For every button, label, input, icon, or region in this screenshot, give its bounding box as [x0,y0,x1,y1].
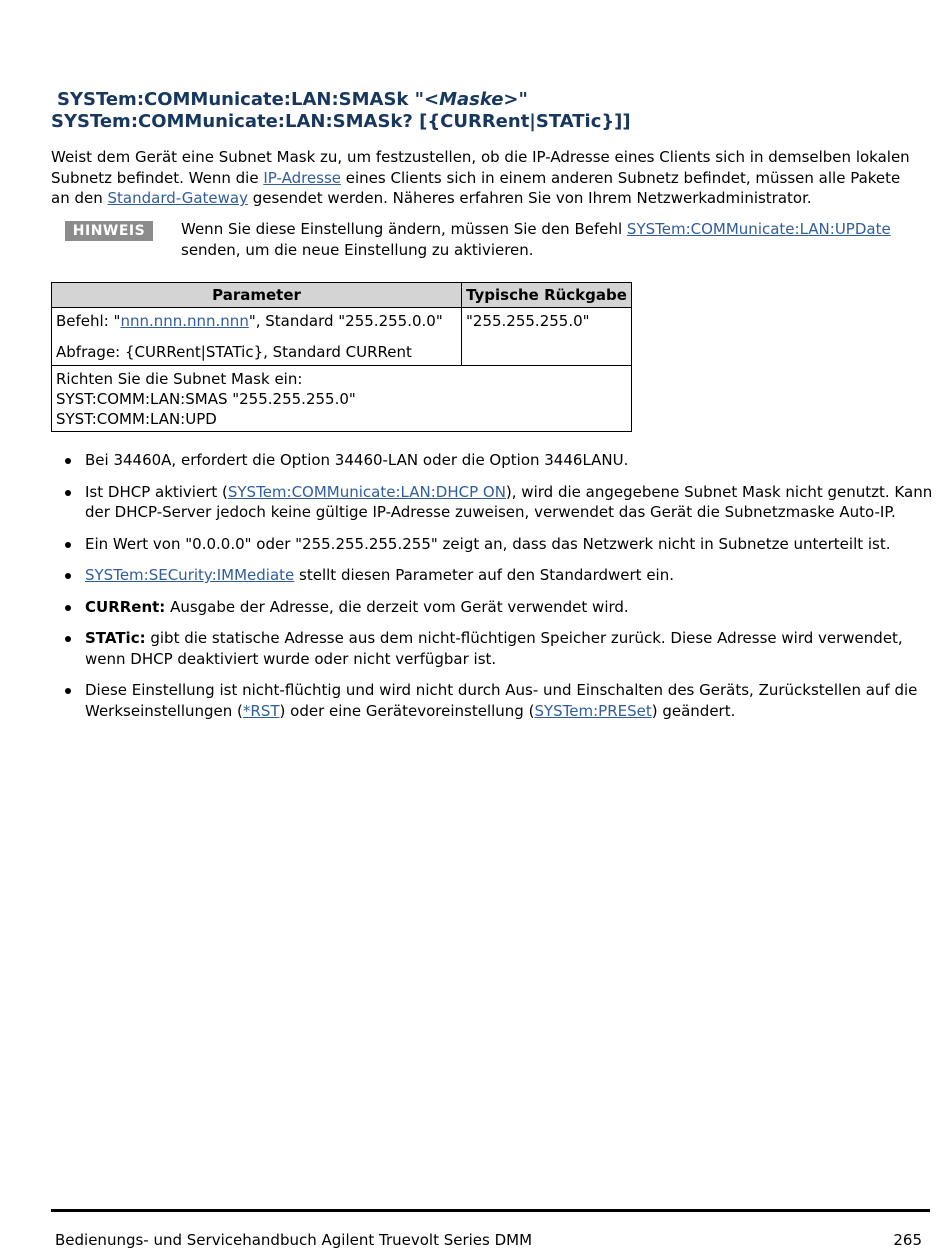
example-cell [52,366,632,432]
remarks-list [51,450,936,732]
bullet-text: Diese Einstellung ist nicht-flüchtig und wird nicht durch Aus- und Einschalten des Geräts, Zurückstellen auf die Werkseinstellungen ( [85,681,918,720]
bullet-text: ), wird die angegebene Subnet Mask nicht genutzt. Kann der DHCP-Server jedoch keine gültige IP-Adresse zuweisen, verwendet das Gerät die Subnetzmaske Auto-IP. [85,482,933,521]
bullet-text: Ausgabe der Adresse, die derzeit vom Gerät verwendet wird. [165,597,629,616]
list-item [51,597,936,618]
example-description: Richten Sie die Subnet Mask ein: [56,370,303,388]
heading-set-command: SYSTem:COMMunicate:LAN:SMASk " [57,89,425,110]
bullet-icon [65,542,71,548]
bullet-icon [65,573,71,579]
bullet-term: STATic: [85,629,146,647]
list-item [51,628,936,669]
security-immediate-link[interactable]: SYSTem:SECurity:IMMediate [85,566,295,584]
intro-paragraph [51,147,921,209]
table-row [52,308,632,366]
parameter-table [51,282,632,432]
bullet-icon [65,688,71,694]
bullet-text: Bei 34460A, erfordert die Option 34460-LAN oder die Option 3446LANU. [85,451,629,469]
header-parameter: Parameter [52,283,462,308]
bullet-text: Ein Wert von "0.0.0.0" oder "255.255.255.255" zeigt an, dass das Netzwerk nicht in Subnetze unterteilt ist. [85,534,891,553]
bullet-icon [65,490,71,496]
bullet-icon [65,636,71,642]
bullet-text: stellt diesen Parameter auf den Standardwert ein. [294,566,674,584]
lan-update-link[interactable]: SYSTem:COMMunicate:LAN:UPDate [626,220,891,238]
bullet-text: ) oder eine Gerätevoreinstellung ( [279,701,535,720]
table-header-row [52,283,632,308]
note-text-1: Wenn Sie diese Einstellung ändern, müssen Sie den Befehl [181,220,627,238]
footer-title: Bedienungs- und Servicehandbuch Agilent Truevolt Series DMM [55,1231,533,1249]
list-item [51,680,936,721]
list-item [51,450,936,471]
heading-set-param: <Maske> [424,89,519,110]
footer-divider [51,1209,930,1212]
intro-text-3: gesendet werden. Näheres erfahren Sie von Ihrem Netzwerkadministrator. [247,189,812,207]
example-command-1: SYST:COMM:LAN:SMAS "255.255.255.0" [56,390,356,408]
heading-line-query: SYSTem:COMMunicate:LAN:SMASk? [{CURRent|STATic}]] [51,111,631,132]
list-item [51,534,936,555]
command-param-prefix: Befehl: " [56,312,121,330]
list-item [51,482,936,523]
rst-link[interactable]: *RST [242,701,280,720]
heading-line-set [51,89,631,111]
return-cell [462,308,632,366]
table-row [52,366,632,432]
query-param-line: Abfrage: {CURRent|STATic}, Standard CURRent [56,343,412,361]
command-param-default: ", Standard "255.255.0.0" [248,312,443,330]
return-value: "255.255.255.0" [466,312,590,330]
ip-address-link[interactable]: IP-Adresse [263,168,342,187]
system-preset-link[interactable]: SYSTem:PRESet [534,701,652,720]
nnn-format-link[interactable]: nnn.nnn.nnn.nnn [120,312,249,330]
bullet-icon [65,458,71,464]
command-heading [51,89,631,133]
bullet-term: CURRent: [85,597,166,616]
intro-text-2: eines Clients sich in einem anderen Subnetz befindet, müssen alle Pakete an den [51,168,901,207]
dhcp-on-link[interactable]: SYSTem:COMMunicate:LAN:DHCP ON [227,482,506,501]
page-number: 265 [893,1231,922,1249]
list-item [51,565,936,586]
note-badge: HINWEIS [65,221,153,241]
bullet-text: Ist DHCP aktiviert ( [85,482,228,501]
header-typical-return: Typische Rückgabe [462,283,632,308]
command-param-line [56,311,457,331]
standard-gateway-link[interactable]: Standard-Gateway [107,189,248,207]
bullet-text: ) geändert. [651,701,736,720]
note-text-2: senden, um die neue Einstellung zu aktivieren. [181,240,534,259]
parameter-cell [52,308,462,366]
intro-text-1: Weist dem Gerät eine Subnet Mask zu, um festzustellen, ob die IP-Adresse eines Clients sich in demselben lokalen Subnetz befindet. Wenn die [51,148,910,187]
heading-set-quote: " [518,89,528,110]
example-command-2: SYST:COMM:LAN:UPD [56,410,217,428]
bullet-text: gibt die statische Adresse aus dem nicht-flüchtigen Speicher zurück. Diese Adresse wird verwendet, wenn DHCP deaktiviert wurde oder nicht verfügbar ist. [85,629,903,668]
note-text [181,219,921,260]
bullet-icon [65,605,71,611]
